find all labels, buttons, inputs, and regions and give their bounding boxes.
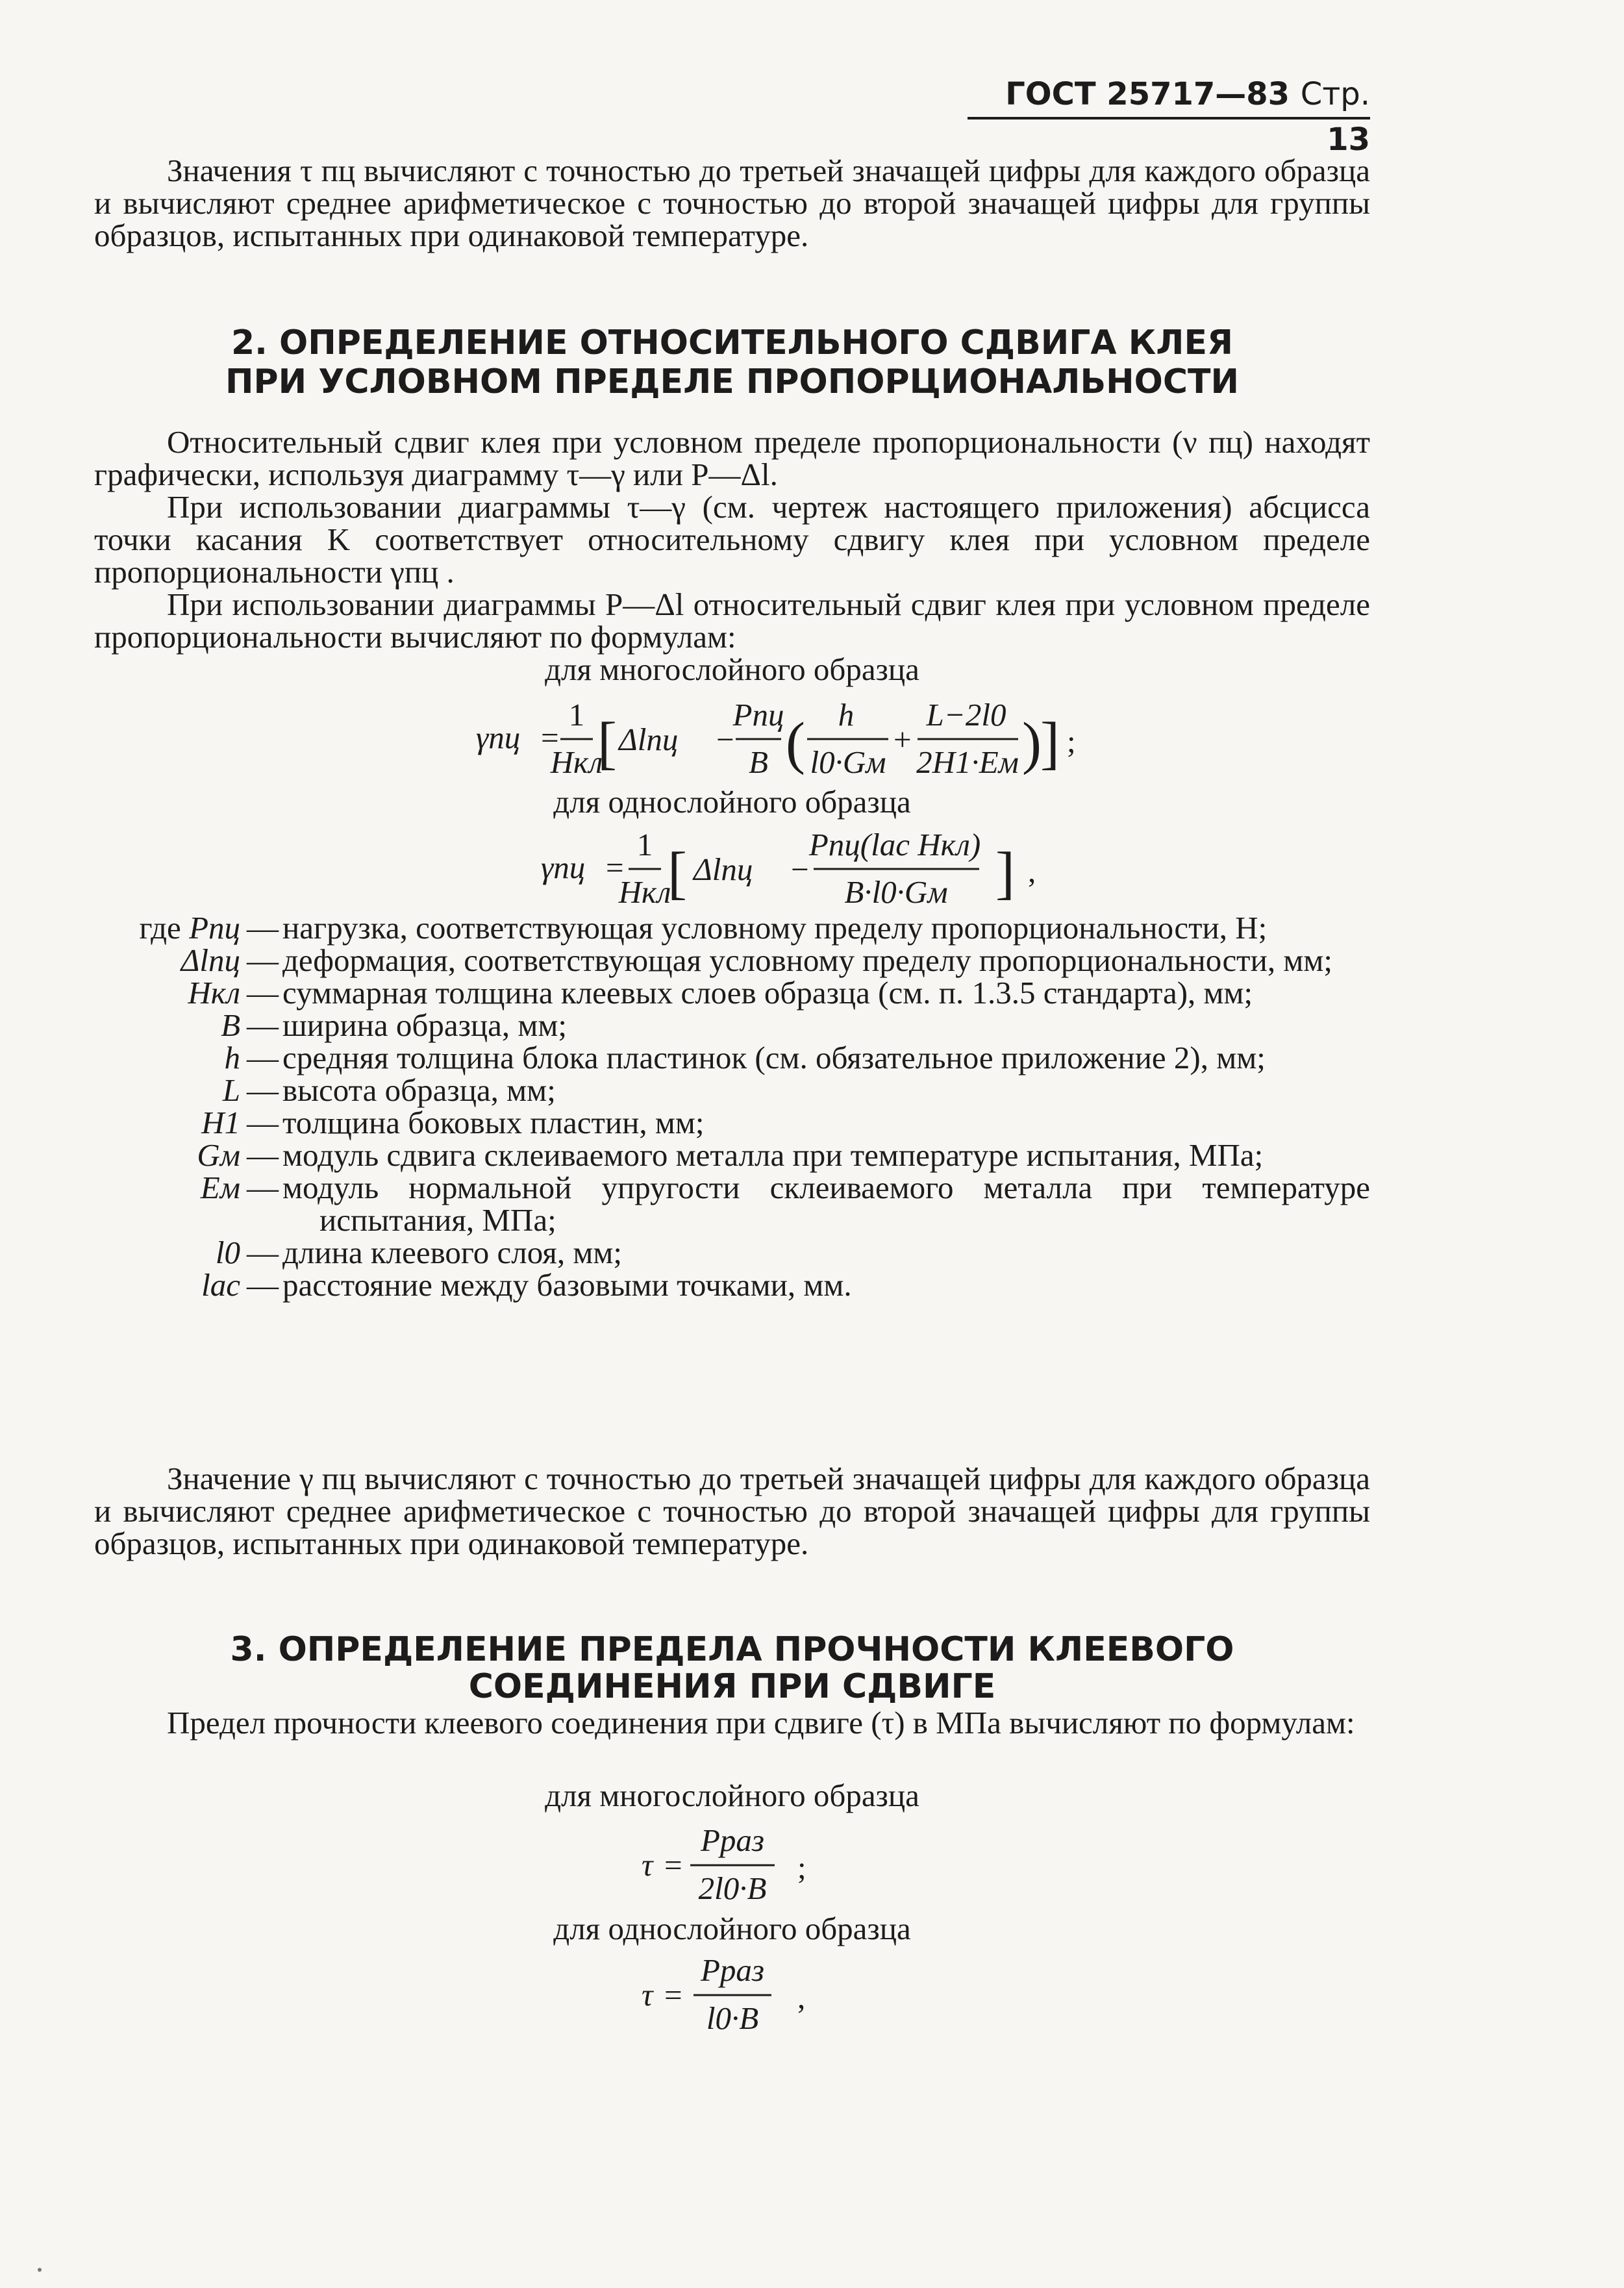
formula-gamma-single-layer [94, 820, 1370, 914]
formula-gamma-multilayer [94, 690, 1370, 787]
definition-row: Gм — модуль сдвига склеиваемого металла при температуре испытания, МПа; [197, 1137, 1264, 1173]
svg-text:]: ] [995, 841, 1015, 905]
label-single-layer-sample: для однослойного образца [553, 784, 911, 820]
section-2-title-line1: 2. ОПРЕДЕЛЕНИЕ ОТНОСИТЕЛЬНОГО СДВИГА КЛЕЯ [231, 323, 1234, 362]
definition-row: Hкл — суммарная толщина клеевых слоев образца (см. п. 1.3.5 стандарта), мм; [188, 975, 1253, 1011]
svg-text:γпц: γпц [540, 849, 585, 885]
svg-text:B: B [748, 744, 768, 780]
svg-text:,: , [1027, 853, 1036, 889]
definition-row: Δlпц — деформация, соответствующая условному пределу пропорциональности, мм; [181, 942, 1332, 978]
svg-text:2H1·Eм: 2H1·Eм [916, 744, 1019, 780]
definition-row: где Pпц — нагрузка, соответствующая условному пределу пропорциональности, Н; [139, 910, 1268, 946]
definition-row: lас — расстояние между базовыми точками, мм. [201, 1267, 852, 1303]
page-header [968, 71, 1370, 158]
scan-speck [38, 2268, 42, 2272]
definition-row: H1 — толщина боковых пластин, мм; [201, 1105, 705, 1140]
svg-text:h: h [838, 697, 854, 733]
standard-number: ГОСТ 25717—83 [1005, 76, 1290, 112]
svg-text:τ: τ [641, 1977, 653, 2013]
section-2-paragraph-2: При использовании диаграммы τ—γ (см. чертеж настоящего приложения) абсцисса точки касания K соответствует относительному сдвигу клея при условном пределе пропорциональности γпц . [94, 489, 1370, 590]
svg-text:B·l0·Gм: B·l0·Gм [843, 874, 948, 910]
svg-text:Δlпц: Δlпц [693, 851, 753, 887]
svg-text:=: = [605, 849, 624, 885]
paragraph-tau-precision: Значения τ пц вычисляют с точностью до третьей значащей цифры для каждого образца и вычисляют среднее арифметическое с точностью до второй значащей цифры для группы образцов, испытанных при одинаковой температуре. [94, 153, 1370, 253]
svg-text:=: = [664, 1977, 682, 2013]
svg-text:Pпц: Pпц [732, 697, 784, 733]
symbol-definitions [94, 912, 1370, 1301]
paragraph-gamma-precision: Значение γ пц вычисляют с точностью до третьей значащей цифры для каждого образца и вычисляют среднее арифметическое с точностью до второй значащей цифры для группы образцов, испытанных при одинаковой температуре. [94, 1461, 1370, 1561]
svg-text:1: 1 [636, 827, 653, 862]
svg-text:Hкл: Hкл [550, 744, 603, 780]
svg-text:): ) [1021, 711, 1042, 775]
svg-text:−: − [716, 722, 734, 757]
svg-text:Pраз: Pраз [700, 1952, 764, 1988]
label-multilayer-sample-2: для многослойного образца [545, 1778, 919, 1813]
section-2-paragraph-1: Относительный сдвиг клея при условном пределе пропорциональности (ν пц) находят графически, используя диаграмму τ—γ или P—Δl. [94, 424, 1370, 492]
label-multilayer-sample: для многослойного образца [545, 651, 919, 687]
svg-text:,: , [797, 1980, 805, 2015]
definition-row: l0 — длина клеевого слоя, мм; [215, 1235, 622, 1270]
section-3-title: 3. ОПРЕДЕЛЕНИЕ ПРЕДЕЛА ПРОЧНОСТИ КЛЕЕВОГО СОЕДИНЕНИЯ ПРИ СДВИГЕ [230, 1630, 1234, 1706]
formula-tau-multilayer [94, 1818, 1370, 1916]
svg-text:=: = [664, 1847, 682, 1883]
definition-row: L — высота образца, мм; [222, 1072, 556, 1108]
page-number: 13 [1327, 121, 1370, 158]
svg-text:Hкл: Hкл [618, 874, 671, 910]
svg-text:l0·B: l0·B [706, 2000, 758, 2036]
svg-text:τ: τ [641, 1847, 653, 1883]
formula-tau-single-layer [94, 1948, 1370, 2046]
formula-numerator: 1 [568, 697, 584, 733]
svg-text:[: [ [597, 711, 617, 775]
svg-text:+: + [893, 722, 912, 757]
svg-text:2l0·B: 2l0·B [698, 1870, 766, 1906]
label-single-layer-sample-2: для однослойного образца [553, 1911, 911, 1946]
svg-text:Pраз: Pраз [700, 1822, 764, 1858]
svg-text:L−2l0: L−2l0 [926, 697, 1006, 733]
definition-row: Eм — модуль нормальной упругости склеиваемого металла при температуре испытания, МПа; [200, 1170, 1370, 1238]
svg-text:=: = [540, 720, 559, 755]
svg-text:;: ; [797, 1850, 806, 1885]
svg-text:−: − [790, 851, 809, 887]
svg-text:;: ; [1066, 723, 1076, 759]
svg-text:Δlпц: Δlпц [618, 722, 678, 757]
page-label: Стр. [1300, 76, 1370, 112]
section-3-paragraph-1: Предел прочности клеевого соединения при сдвиге (τ) в МПа вычисляют по формулам: [167, 1705, 1355, 1741]
svg-text:Pпц(lас Hкл): Pпц(lас Hкл) [808, 827, 981, 862]
svg-text:]: ] [1040, 711, 1060, 775]
formula-lhs: γпц [475, 720, 520, 755]
definition-row: B — ширина образца, мм; [221, 1007, 568, 1043]
svg-text:(: ( [785, 711, 805, 775]
svg-text:l0·Gм: l0·Gм [809, 744, 886, 780]
svg-text:[: [ [667, 841, 687, 905]
definition-row: h — средняя толщина блока пластинок (см. обязательное приложение 2), мм; [224, 1040, 1266, 1075]
section-2-paragraph-3: При использовании диаграммы P—Δl относительный сдвиг клея при условном пределе пропорциональности вычисляют по формулам: [94, 586, 1370, 655]
section-2-title-line2: ПРИ УСЛОВНОМ ПРЕДЕЛЕ ПРОПОРЦИОНАЛЬНОСТИ [225, 362, 1239, 401]
